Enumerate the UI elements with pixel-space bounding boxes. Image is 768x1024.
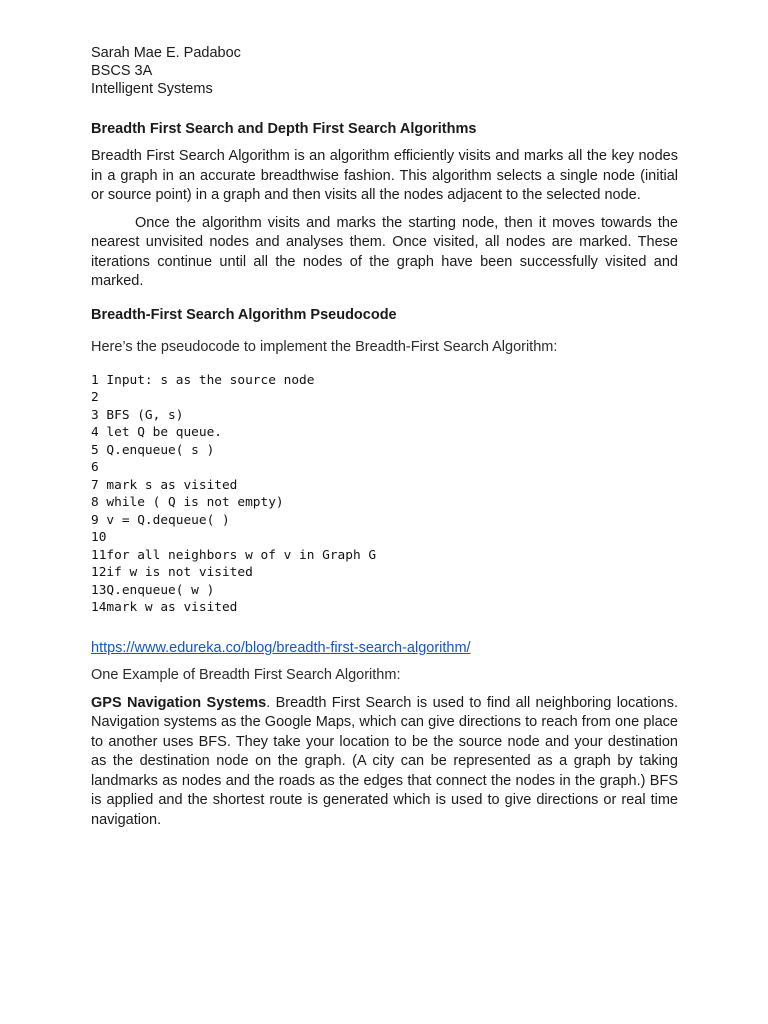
example-intro: One Example of Breadth First Search Algorithm:: [91, 666, 401, 683]
source-link[interactable]: https://www.edureka.co/blog/breadth-first-search-algorithm/: [91, 639, 471, 656]
paragraph-bfs-process: Once the algorithm visits and marks the starting node, then it moves towards the nearest unvisited nodes and analyses them. Once visited, all nodes are marked. These iterations continue until all the nodes of the graph have been successfully visited and marked.: [91, 214, 678, 289]
code-line: 2: [91, 390, 99, 405]
pseudocode-heading: Breadth-First Search Algorithm Pseudocode: [91, 306, 397, 323]
code-line: 12if w is not visited: [91, 565, 253, 580]
code-line: 14mark w as visited: [91, 600, 238, 615]
author-name: Sarah Mae E. Padaboc: [91, 45, 241, 61]
document-title: Breadth First Search and Depth First Search Algorithms: [91, 121, 477, 137]
code-line: 11for all neighbors w of v in Graph G: [91, 547, 377, 563]
course-name: Intelligent Systems: [91, 81, 213, 97]
code-line: 10: [91, 530, 107, 545]
code-line: 5 Q.enqueue( s ): [91, 442, 215, 458]
pseudocode-intro: Here’s the pseudocode to implement the Breadth-First Search Algorithm:: [91, 338, 558, 355]
code-line: 4 let Q be queue.: [91, 425, 222, 440]
example-text: . Breadth First Search is used to find all neighboring locations. Navigation systems as the Google Maps, which can give directions to reach from one place to another uses BFS. They take your location to be the source node and your destination as the destination node on the graph. (A city can be represented as a graph by taking landmarks as nodes and the roads as the edges that connect the nodes in the graph.) BFS is applied and the shortest route is generated which is used to give directions or real time navigation.: [91, 694, 678, 828]
source-link-row: [91, 639, 678, 658]
code-line: 8 while ( Q is not empty): [91, 495, 284, 510]
code-line: 13Q.enqueue( w ): [91, 582, 215, 598]
example-label: GPS Navigation Systems: [91, 694, 267, 711]
paragraph-bfs-definition: Breadth First Search Algorithm is an algorithm efficiently visits and marks all the key nodes in a graph in an accurate breadthwise fashion. This algorithm selects a single node (initial or source point) in a graph and then visits all the nodes adjacent to the selected node.: [91, 148, 678, 203]
pseudocode-block: [91, 372, 678, 617]
document-page: [91, 44, 678, 830]
code-line: 1 Input: s as the source node: [91, 372, 315, 388]
code-line: 3 BFS (G, s): [91, 407, 184, 423]
code-line: 7 mark s as visited: [91, 477, 238, 493]
code-line: 9 v = Q.dequeue( ): [91, 512, 230, 528]
example-paragraph: [91, 694, 678, 831]
section-label: BSCS 3A: [91, 63, 153, 79]
code-line: 6: [91, 460, 99, 475]
